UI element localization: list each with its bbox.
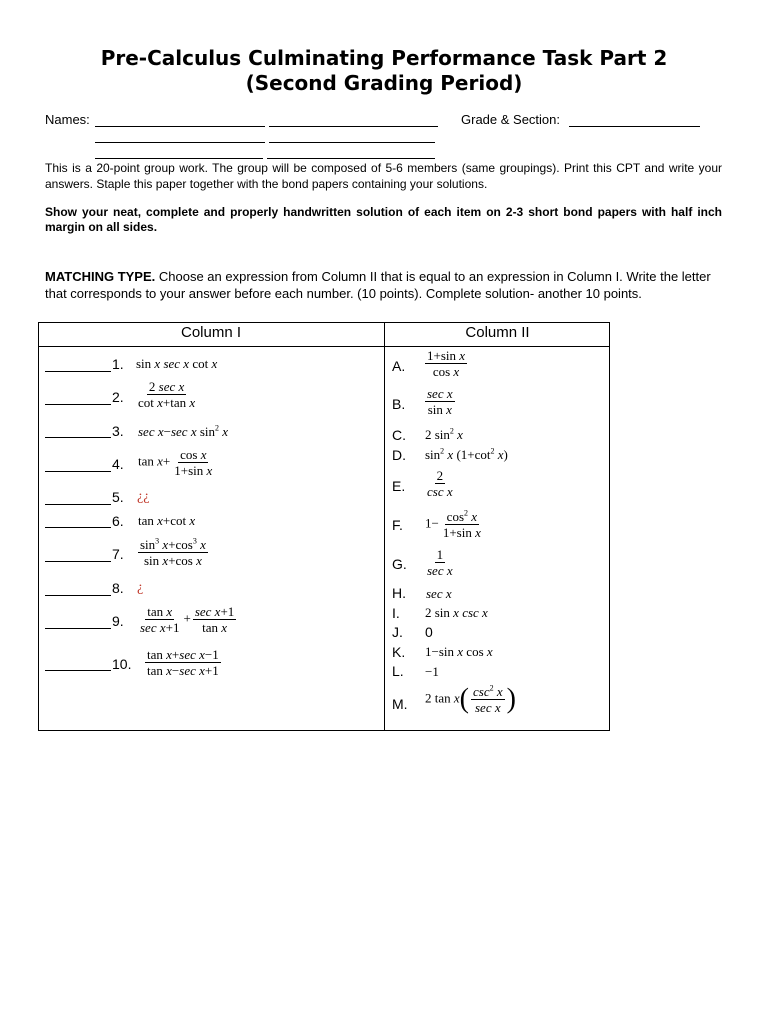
intro-paragraph: This is a 20-point group work. The group will be composed of 5-6 members (same groupings). Print this CPT and write your answers. Staple this paper together with the bond papers containing your solutions. bbox=[45, 161, 722, 191]
expr-7: $\frac{\sin^3 x+\cos^3 x}{\text{sin x+cos x}}$ bbox=[140, 536, 206, 568]
item-number: 9. bbox=[112, 613, 124, 629]
answer-line-7[interactable] bbox=[45, 561, 111, 562]
answer-line-9[interactable] bbox=[45, 628, 111, 629]
answer-line-10[interactable] bbox=[45, 670, 111, 671]
choice-letter: E. bbox=[392, 478, 406, 494]
column-divider bbox=[384, 322, 385, 731]
expr-8-placeholder: ¿ bbox=[137, 580, 144, 595]
expr-5-placeholder: ¿¿ bbox=[137, 489, 150, 504]
expr-9: $\frac{\text{tan x}}{\text{sec x+1}}$ + $\frac{\text{sec x+1}}{\text{tan x}}$ bbox=[140, 604, 235, 635]
expr-4: tan x+ $\frac{\text{cos x}}{\text{1+sin x}}$ bbox=[138, 447, 213, 478]
choice-letter: D. bbox=[392, 447, 406, 463]
name-blank-5[interactable] bbox=[95, 146, 263, 159]
bold-instruction: Show your neat, complete and properly handwritten solution of each item on 2-3 short bond papers with half inch margin on all sides. bbox=[45, 205, 722, 234]
column1-header: Column I bbox=[180, 324, 242, 341]
expr-10: $\frac{\text{tan x+sec x−1}}{\text{tan x−sec x+1}}$ bbox=[147, 647, 219, 678]
matching-instructions bbox=[45, 268, 725, 302]
grade-section-blank[interactable] bbox=[569, 114, 700, 127]
answer-line-2[interactable] bbox=[45, 404, 111, 405]
item-number: 1. bbox=[112, 356, 124, 372]
choice-i: 2 sin x csc x bbox=[425, 605, 488, 620]
answer-line-6[interactable] bbox=[45, 527, 111, 528]
answer-line-4[interactable] bbox=[45, 471, 111, 472]
choice-letter: C. bbox=[392, 427, 406, 443]
expr-1: sin x sec x cot x bbox=[136, 356, 218, 371]
header-divider bbox=[38, 346, 610, 347]
choice-letter: A. bbox=[392, 358, 406, 374]
name-blank-4[interactable] bbox=[269, 130, 435, 143]
choice-letter: K. bbox=[392, 644, 406, 660]
item-number: 3. bbox=[112, 423, 124, 439]
matching-text: Choose an expression from Column II that is equal to an expression in Column I. Write the letter that corresponds to your answer before each number. (10 points). Complete solution- another 10 points. bbox=[45, 269, 711, 301]
answer-line-5[interactable] bbox=[45, 504, 111, 505]
choice-b: $\frac{\text{sec x}}{\text{sin x}}$ bbox=[427, 386, 453, 417]
choice-e: $\frac{2}{\text{csc x}}$ bbox=[427, 468, 453, 499]
item-number: 4. bbox=[112, 456, 124, 472]
choice-letter: B. bbox=[392, 396, 406, 412]
choice-c: 2 $\sin^2 x$ bbox=[425, 426, 463, 442]
item-number: 10. bbox=[112, 656, 132, 672]
item-number: 2. bbox=[112, 389, 124, 405]
expr-3: sec x−sec x $\sin^2 x$ bbox=[138, 423, 229, 439]
choice-h: sec x bbox=[426, 586, 452, 601]
answer-line-3[interactable] bbox=[45, 437, 111, 438]
choice-letter: F. bbox=[392, 517, 403, 533]
choice-l: −1 bbox=[425, 664, 439, 679]
choice-j: 0 bbox=[425, 624, 433, 640]
choice-a: $\frac{\text{1+sin x}}{\text{cos x}}$ bbox=[427, 348, 466, 379]
column2-header: Column II bbox=[465, 324, 530, 341]
names-label: Names: bbox=[45, 112, 90, 127]
name-blank-3[interactable] bbox=[95, 130, 265, 143]
item-number: 6. bbox=[112, 513, 124, 529]
name-blank-1[interactable] bbox=[95, 114, 265, 127]
choice-letter: G. bbox=[392, 556, 407, 572]
matching-label: MATCHING TYPE. bbox=[45, 269, 156, 284]
choice-m: 2 tan x( $\frac{\csc^2 x}{\text{sec x}}$ ) bbox=[425, 683, 516, 715]
expr-2: $\frac{\text{2 sec x}}{\text{cot x+tan x}}$ bbox=[138, 379, 196, 410]
page-subtitle: (Second Grading Period) bbox=[245, 71, 523, 95]
choice-d: $\sin^2 x$ ($1+\cot^2$ x) bbox=[425, 446, 508, 462]
item-number: 7. bbox=[112, 546, 124, 562]
name-blank-2[interactable] bbox=[269, 114, 438, 127]
choice-letter: L. bbox=[392, 663, 404, 679]
choice-letter: H. bbox=[392, 585, 406, 601]
answer-line-8[interactable] bbox=[45, 595, 111, 596]
expr-6: tan x+cot x bbox=[138, 513, 196, 528]
choice-letter: M. bbox=[392, 696, 408, 712]
item-number: 5. bbox=[112, 489, 124, 505]
grade-section-label: Grade & Section: bbox=[461, 112, 560, 127]
item-number: 8. bbox=[112, 580, 124, 596]
choice-letter: I. bbox=[392, 605, 400, 621]
answer-line-1[interactable] bbox=[45, 371, 111, 372]
choice-g: $\frac{1}{\text{sec x}}$ bbox=[427, 547, 453, 578]
choice-f: 1− $\frac{\cos^2 x}{\text{1+sin x}}$ bbox=[425, 508, 481, 540]
page-title: Pre-Calculus Culminating Performance Task Part 2 bbox=[100, 46, 668, 70]
name-blank-6[interactable] bbox=[267, 146, 435, 159]
choice-k: 1−sin x cos x bbox=[425, 644, 493, 659]
choice-letter: J. bbox=[392, 624, 403, 640]
